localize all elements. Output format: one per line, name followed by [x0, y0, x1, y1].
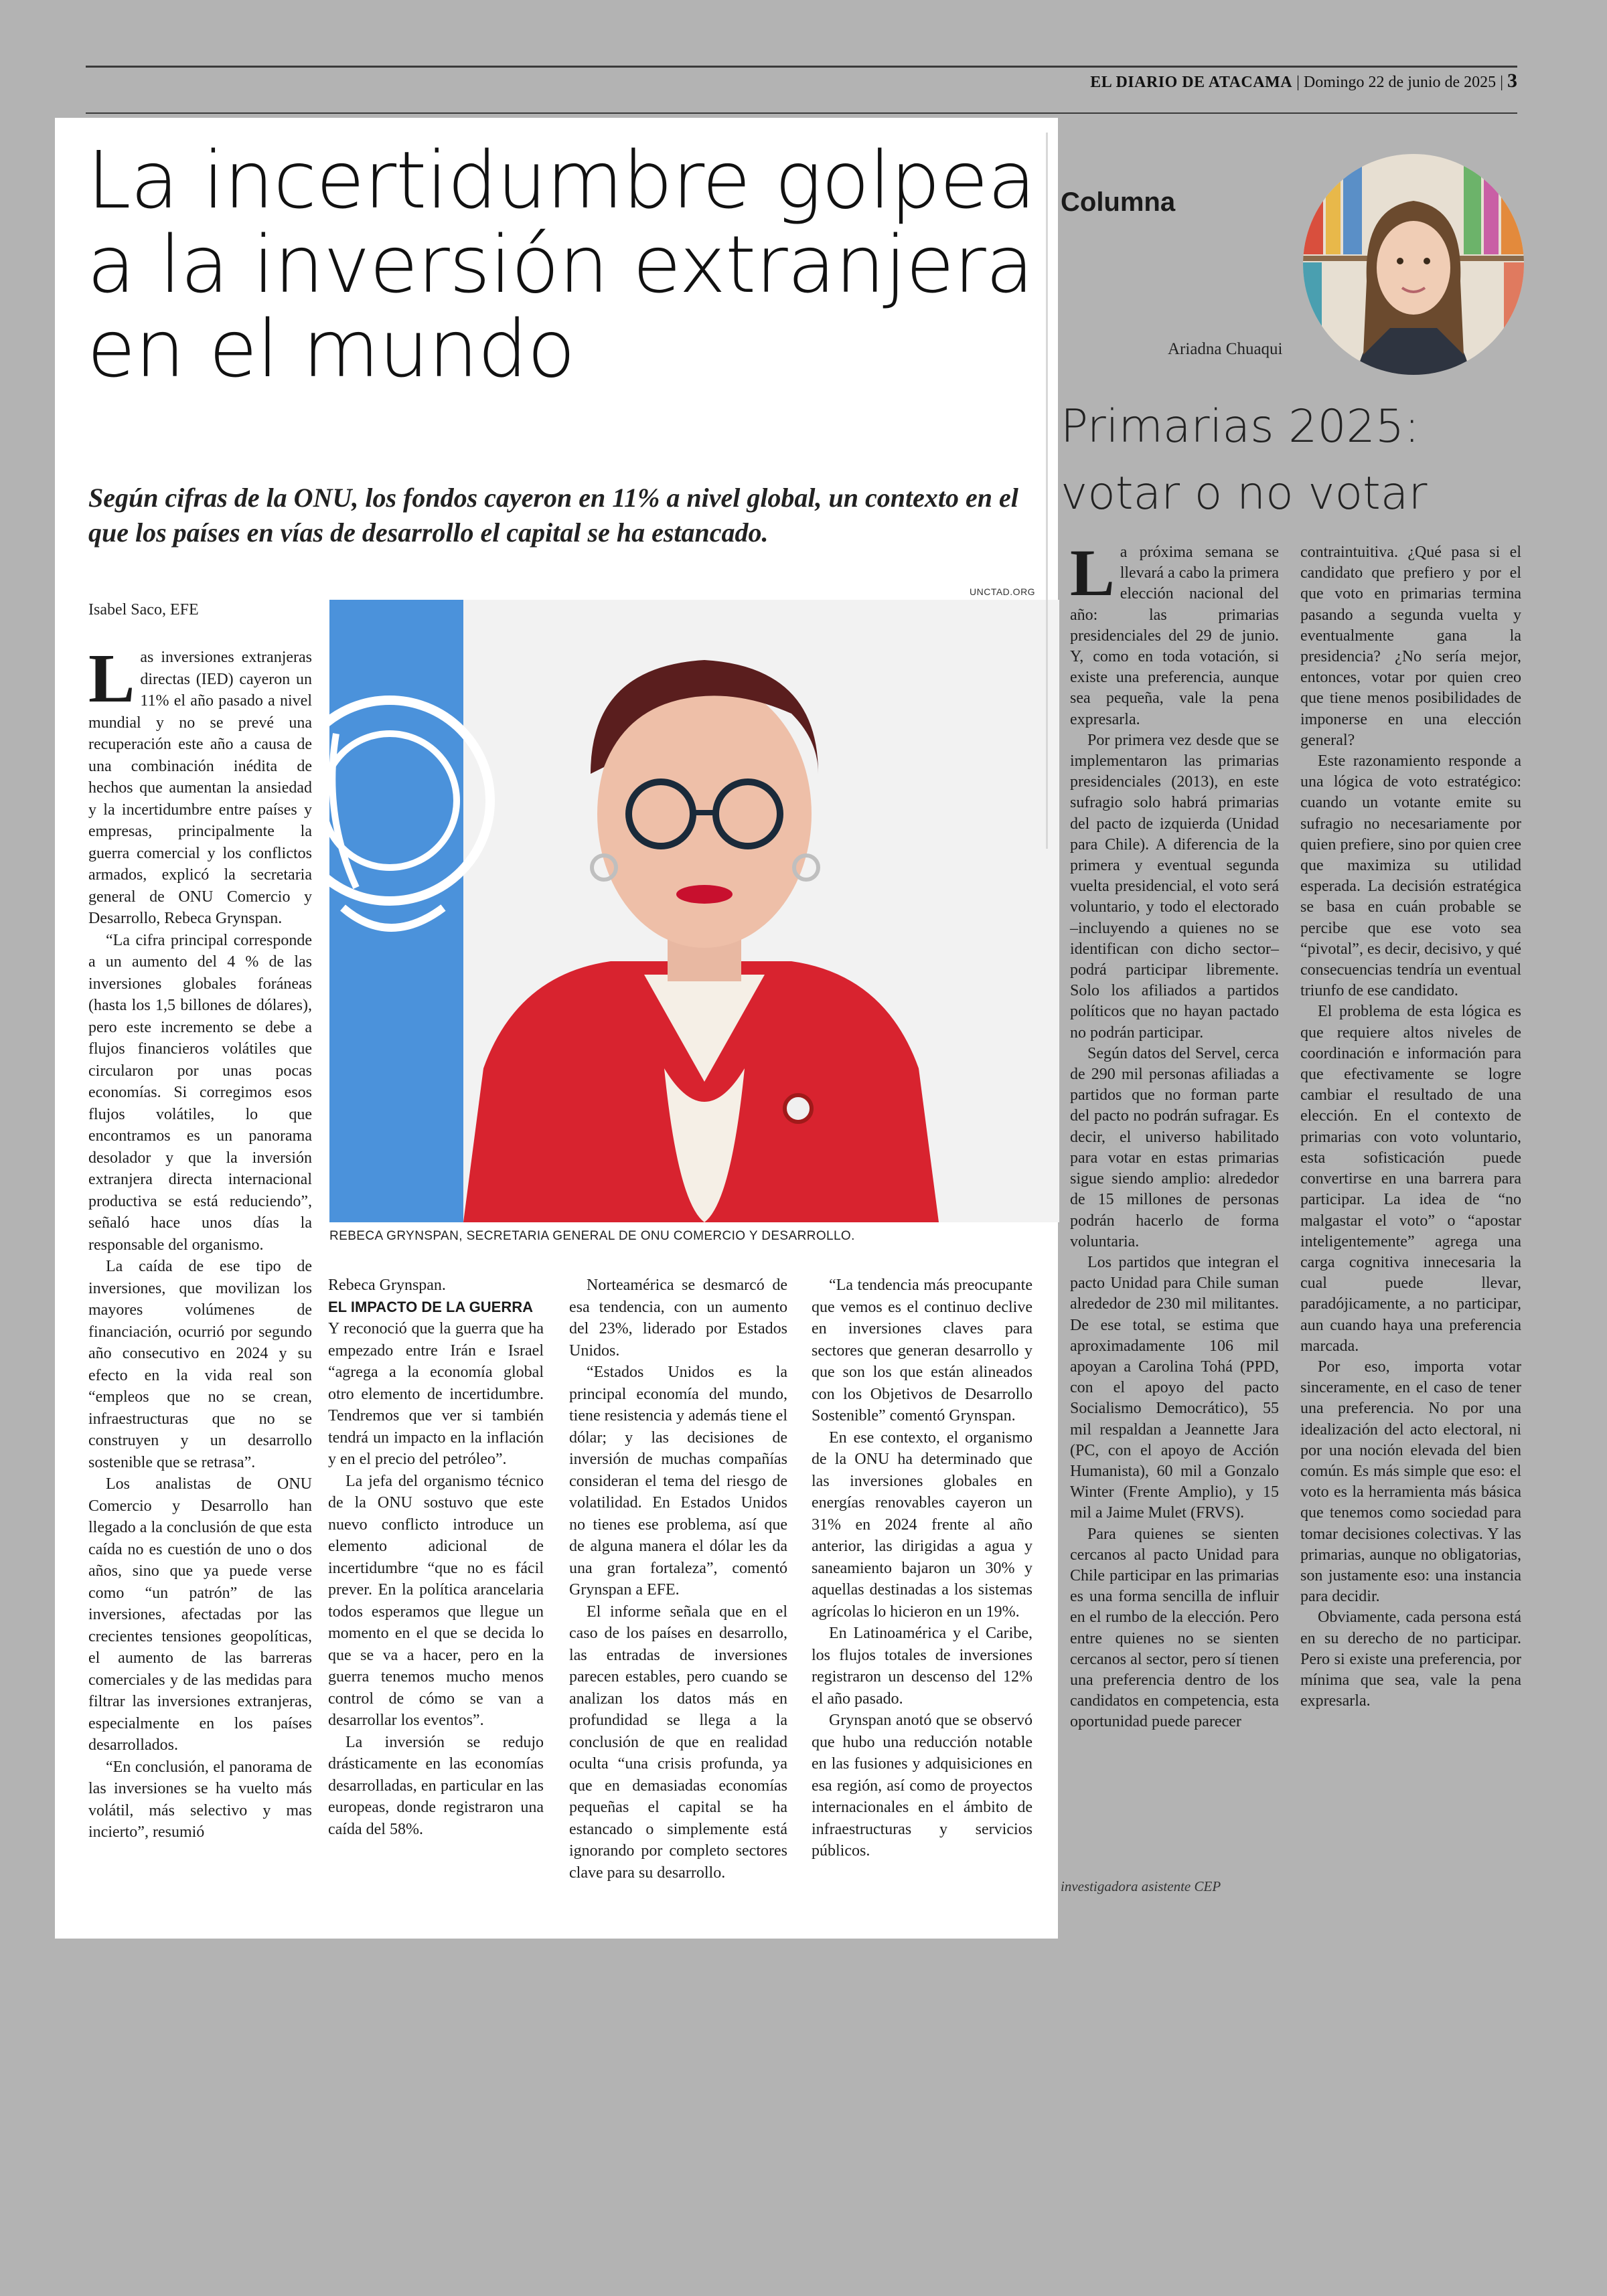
article-paragraph: Los analistas de ONU Comercio y Desarrollo han llegado a la conclusión de que esta caída no es cuestión de uno o dos años, sino que ya puede verse como “un patrón” de las inversiones, afectadas por las crecientes tensiones geopolíticas, el aumento de las barreras comerciales y de las medidas para filtrar las inversiones extranjeras, especialmente en los países desarrollados. — [88, 1475, 312, 1754]
column-paragraph: a próxima semana se llevará a cabo la primera elección nacional del año: las primarias presidenciales del 29 de junio. Y, como en toda votación, si existe una preferencia, aunque sea pequeña, vale la pena expresarla. — [1070, 544, 1279, 728]
article-column-2 — [328, 1275, 544, 1840]
author-note: investigadora asistente CEP — [1061, 1878, 1221, 1894]
article-paragraph: La jefa del organismo técnico de la ONU sostuvo que este nuevo conflicto introduce un elemento adicional de incertidumbre “que no es fácil prever. En la política arancelaria todos esperamos que llegue un momento en el que se decida lo que se va a hacer, pero en la guerra tenemos mucho menos control de cómo se van a desarrollar los eventos”. — [328, 1472, 544, 1729]
header-date: Domingo 22 de junio de 2025 — [1303, 74, 1497, 91]
opinion-column-1 — [1070, 536, 1279, 1733]
article-paragraph: Norteamérica se desmarcó de esa tendencia, con un aumento del 23%, liderado por Estados Unidos. — [569, 1277, 787, 1360]
column-paragraph: Este razonamiento responde a una lógica de voto estratégico: cuando un votante emite su sufragio no necesariamente por quien prefiere, sino por quien cree que maximiza su utilidad esperada. La decisión estratégica se basa en cuán probable se percibe que ese voto sea “pivotal”, es decir, decisivo, y qué consecuencias tendría un eventual triunfo de ese candidato. — [1300, 752, 1521, 1000]
rebeca-grynspan-photo — [329, 600, 1059, 1222]
header-top-rule — [86, 66, 1517, 68]
column-paragraph: Obviamente, cada persona está en su derecho de no participar. Pero si existe una preferencia, por mínima que sea, vale la pena expresarla. — [1300, 1609, 1521, 1710]
column-title: Primarias 2025: votar o no votar — [1061, 400, 1428, 520]
article-paragraph: “Estados Unidos es la principal economía del mundo, tiene resistencia y además tiene el dólar; y las decisiones de inversión de muchas compañías consideran el tema del riesgo de volatilidad. En Estados Unidos no tienes ese problema, así que de alguna manera el dólar les da una gran fortaleza”, comentó Grynspan a EFE. — [569, 1364, 787, 1598]
author-photo — [1303, 154, 1524, 375]
article-column-3 — [569, 1275, 787, 1884]
author-portrait — [1303, 154, 1524, 375]
article-paragraph: Grynspan anotó que se observó que hubo una reducción notable en las fusiones y adquisiciones en esa región, así como de proyectos internacionales en el ámbito de infraestructuras y servicios públicos. — [812, 1712, 1032, 1860]
article-paragraph: En ese contexto, el organismo de la ONU ha determinado que las inversiones globales en energías renovables cayeron un 31% en 2024 frente al año anterior, las dirigidas a agua y saneamiento bajaron un 30% y aquellas destinadas a los sistemas agrícolas lo hicieron en un 19%. — [812, 1428, 1032, 1621]
column-divider — [1046, 133, 1048, 849]
article-column-4 — [812, 1275, 1032, 1862]
author-name: Ariadna Chuaqui — [1168, 340, 1283, 358]
header-separator: | — [1292, 74, 1304, 91]
photo-caption: REBECA GRYNSPAN, SECRETARIA GENERAL DE ONU COMERCIO Y DESARROLLO. — [329, 1229, 855, 1243]
article-paragraph: “En conclusión, el panorama de las inversiones se ha vuelto más volátil, más selectivo y mas incierto”, resumió — [88, 1758, 312, 1841]
article-column-1 — [88, 640, 312, 1843]
article-subhead: Según cifras de la ONU, los fondos cayeron en 11% a nivel global, un contexto en el que los países en vías de desarrollo el capital se ha estancado. — [88, 483, 1018, 548]
article-paragraph: El informe señala que en el caso de los países en desarrollo, las entradas de inversiones parecen estables, pero cuando se analizan los datos más en profundidad se llega a la conclusión de que en realidad oculta “una crisis profunda, ya que en demasiadas economías pequeñas el capital se ha estancado o simplemente está ignorando por completo sectores clave para su desarrollo. — [569, 1603, 787, 1882]
opinion-column-2 — [1300, 542, 1521, 1712]
column-paragraph: Por eso, importa votar sinceramente, en el caso de tener una preferencia. No por una idealización del acto electoral, ni por una noción elevada del bien común. Es más simple que eso: el voto es la herramienta más básica que tenemos como sociedad para tomar decisiones colectivas. Y las primarias, aunque no obligatorias, son justamente eso: una instancia para decidir. — [1300, 1358, 1521, 1606]
article-paragraph: Rebeca Grynspan. — [328, 1277, 446, 1294]
column-paragraph: Según datos del Servel, cerca de 290 mil personas afiliadas a partidos que no forman parte del pacto no podrán sufragar. Es decir, el universo habilitado para votar en estas primarias sigue siendo amplio: alrededor de 15 millones de personas podrán hacerlo de forma voluntaria. — [1070, 1044, 1279, 1250]
article-paragraph: La caída de ese tipo de inversiones, que movilizan los mayores volúmenes de financiación, ocurrió por segundo año consecutivo en 2024 y su efecto en la vida real son “empleos que no se crean, infraestructuras que no se construyen y un desarrollo sostenible que se retrasa”. — [88, 1258, 312, 1471]
article-dropcap: L — [88, 640, 135, 717]
main-article — [55, 118, 1058, 1939]
photo-credit: UNCTAD.ORG — [970, 586, 1036, 597]
article-byline: Isabel Saco, EFE — [88, 601, 199, 619]
article-headline: La incertidumbre golpea a la inversión extranjera en el mundo — [87, 134, 1036, 395]
header-bottom-rule — [86, 112, 1517, 114]
column-label: Columna — [1061, 187, 1176, 217]
article-paragraph: “La cifra principal corresponde a un aumento del 4 % de las inversiones globales foráneas (hasta los 1,5 billones de dólares), pero este incremento se debe a flujos financieros volátiles que circularon por unas pocas economías. Si corregimos esos flujos volátiles, lo que encontramos es un panorama desolador y que la inversión extranjera directa internacional productiva se está reduciendo”, señaló hace unos días la responsable del organismo. — [88, 931, 312, 1254]
column-paragraph: El problema de esta lógica es que requiere altos niveles de coordinación e información para que efectivamente se logre cambiar el resultado de una elección. En el contexto de primarias con voto voluntario, esta sofisticación puede convertirse en una barrera para participar. La idea de “no malgastar el voto” o “apostar inteligentemente” agrega una carga cognitiva innecesaria la cual puede llevar, paradójicamente, a no participar, aun cuando haya una preferencia marcada. — [1300, 1003, 1521, 1355]
column-paragraph: Por primera vez desde que se implementaron las primarias presidenciales (2013), en este sufragio solo habrá primarias del pacto de izquierda (Unidad para Chile). A diferencia de la primera y eventual segunda vuelta presidencial, el voto será voluntario, y todo el electorado –incluyendo a quienes no se identifican con dicho sector– podrá participar libremente. Solo los afiliados a partidos políticos que no hayan pactado no podrán participar. — [1070, 731, 1279, 1042]
column-paragraph: contraintuitiva. ¿Qué pasa si el candidato que prefiero y por el que voto en primarias termina pasando a segunda vuelta y eventualmente gana la presidencia? ¿No sería mejor, entonces, votar por quien creo que tiene menos posibilidades de imponerse en una elección general? — [1300, 544, 1521, 749]
page-number: 3 — [1507, 70, 1517, 92]
article-paragraph: En Latinoamérica y el Caribe, los flujos totales de inversiones registraron un descenso del 12% el año pasado. — [812, 1625, 1032, 1708]
newspaper-name: EL DIARIO DE ATACAMA — [1090, 74, 1293, 91]
article-paragraph: “La tendencia más preocupante que vemos es el continuo declive en inversiones claves para sectores que generan desarrollo y que son los que están alineados con los Objetivos de Desarrollo Sostenible” comentó Grynspan. — [812, 1277, 1032, 1424]
header-separator-2: | — [1496, 74, 1507, 91]
article-paragraph: Y reconoció que la guerra que ha empezado entre Irán e Israel “agrega a la economía global otro elemento de incertidumbre. Tendremos que ver si también tendrá un impacto en la inflación y en el precio del petróleo”. — [328, 1320, 544, 1468]
column-paragraph: Para quienes se sienten cercanos al pacto Unidad para Chile participar en las primarias es una forma sencilla de influir en el rumbo de la elección. Pero entre quienes no se sienten cercanos al sector, pero sí tienen una preferencia dentro de los candidatos en competencia, esta oportunidad puede parecer — [1070, 1525, 1279, 1731]
article-paragraph: La inversión se redujo drásticamente en las economías desarrolladas, en particular en las europeas, donde registraron una caída del 58%. — [328, 1733, 544, 1838]
article-photo — [329, 600, 1059, 1222]
article-paragraph: as inversiones extranjeras directas (IED) cayeron un 11% el año pasado a nivel mundial y no se prevé una recuperación este año a causa de una combinación inédita de hechos que aumentan la ansiedad y la incertidumbre entre países y empresas, principalmente la guerra comercial y los conflictos armados, explicó la secretaria general de ONU Comercio y Desarrollo, Rebeca Grynspan. — [88, 649, 312, 927]
column-dropcap: L — [1070, 536, 1115, 610]
page-header — [1090, 70, 1517, 92]
article-subsection-title: EL IMPACTO DE LA GUERRA — [328, 1298, 533, 1315]
column-paragraph: Los partidos que integran el pacto Unidad para Chile suman alrededor de 230 mil militantes. De ese total, se estima que aproximadamente 106 mil apoyan a Carolina Tohá (PPD, con el apoyo del pacto Socialismo Democrático), 55 mil respaldan a Jeannette Jara (PC, con el apoyo de Acción Humanista), 60 mil a Gonzalo Winter (Frente Amplio), y 15 mil a Jaime Mulet (FRVS). — [1070, 1253, 1279, 1522]
